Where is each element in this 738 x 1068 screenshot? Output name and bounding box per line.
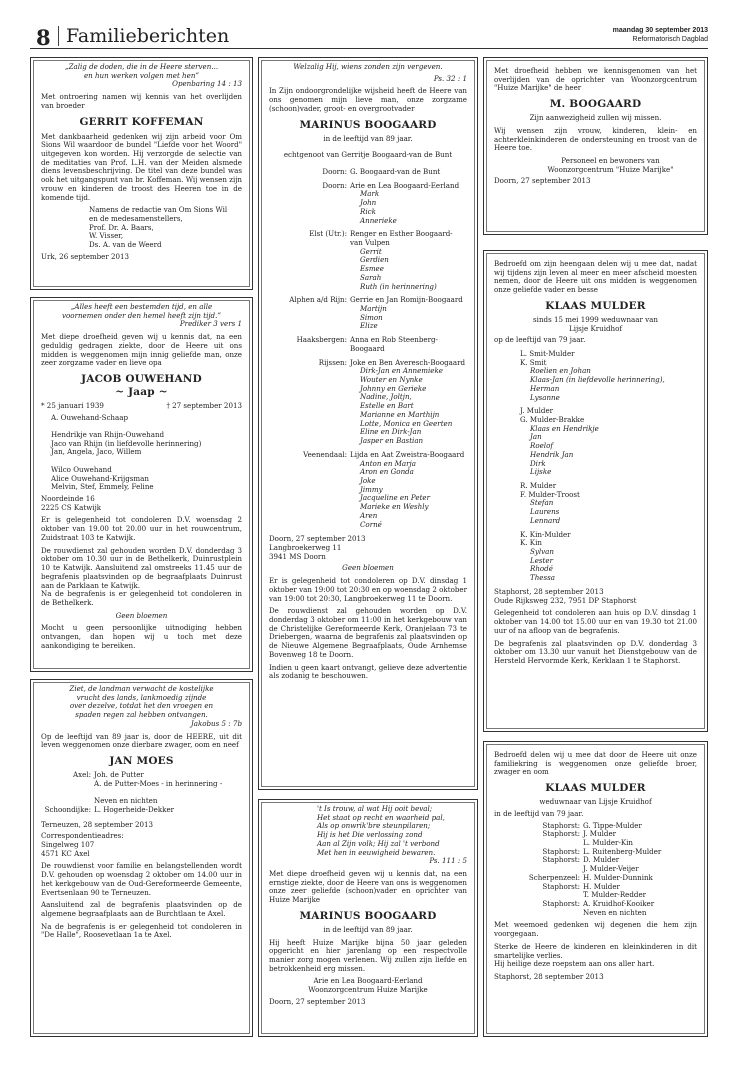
family-parents: R. Mulder F. Mulder-Troost xyxy=(520,481,580,499)
notice-place-date: Urk, 26 september 2013 xyxy=(41,251,130,261)
deceased-name: GERRIT KOFFEMAN xyxy=(79,115,204,128)
grandchildren-list: Dirk-Jan en Annemieke Wouter en Nynke Johnny en Gerieke Nadine, Joltjn, Estelle en Bart Marianne en Marthijn Lotte, Monica en Geerten Eline en Dirk-Jan Jasper en Bastian xyxy=(360,366,453,446)
notice-quote: 't Is trouw, al wat Hij ooit beval; Het staat op recht en waarheid pal, Als op onwrik'bre steunpilaren; Hij is het Die verlossing zond Aan al Zijn volk; Hij zal 't verbond Met hen in eeuwigheid bewaren. xyxy=(317,804,445,857)
notice-klaas-mulder-children xyxy=(483,250,708,732)
condolence-info: Er is gelegenheid tot condoleren op D.V. dinsdag 1 oktober van 19:00 tot 20:30 en op woensdag 2 oktober van 19:00 tot 20:30, Langbroekerweg 11 te Doorn. xyxy=(269,576,467,603)
notice-quote-ref: Openbaring 14 : 13 xyxy=(172,79,242,89)
closing-note: Mocht u geen persoonlijke uitnodiging hebben ontvangen, dan hopen wij u toch met deze aankondiging te bereiken. xyxy=(41,623,242,650)
family-entry xyxy=(350,451,467,529)
family-entry xyxy=(350,182,467,226)
family-place: Staphorst: xyxy=(542,855,580,865)
family-names: H. Mulder T. Mulder-Redder xyxy=(583,881,647,900)
notice-quote: „Alles heeft een bestemden tijd, en alle voornemen onder den hemel heeft zijn tijd.” xyxy=(62,302,221,320)
family-list xyxy=(494,822,697,918)
deceased-subtitle: sinds 15 mei 1999 weduwnaar van Lijsje Kruidhof xyxy=(533,314,658,333)
deceased-age: in de leeftijd van 89 jaar. xyxy=(323,133,413,143)
family-entry xyxy=(350,230,467,291)
family-row xyxy=(269,230,467,291)
family-names: G. Tippe-Mulder xyxy=(583,820,642,830)
family-row xyxy=(494,830,697,847)
grandchildren-list: Anton en Marja Aron en Gonda Joke Jimmy Jacqueline en Peter Marieke en Weshly Aren Corné xyxy=(360,458,431,529)
family-entry xyxy=(350,168,467,177)
family-place: Schoondijke: xyxy=(44,804,91,814)
family-names: Anna en Rob Steenberg- Boogaard xyxy=(350,335,438,353)
notice-quote: „Zalig de doden, die in de Heere sterven... en hun werken volgen met hen” xyxy=(64,62,219,80)
notice-body: Hij heeft Huize Marijke bijna 50 jaar geleden opgericht en hier jarenlang op een respectvolle manier zorg mogen verlenen. Wij zullen zijn liefde en betrokkenheid erg missen. xyxy=(269,937,467,973)
family-parents: L. Smit-Mulder K. Smit xyxy=(520,348,575,367)
family-row xyxy=(41,771,242,806)
funeral-info: De rouwdienst zal gehouden worden op D.V. donderdag 3 oktober om 11:00 in het kerkgebouw van de Christelijke Gereformeerde Kerk, Oranjelaan 73 te Driebergen, waarna de begrafenis zal plaatsvinden op de Nieuwe Algemene Begraafplaats, Oude Arnhemse Bovenweg 18 te Doorn. xyxy=(269,606,467,659)
notice-body: Wij wensen zijn vrouw, kinderen, klein- en achterkleinkinderen de ondersteuning en troost van de Heere toe. xyxy=(494,125,697,153)
notice-intro: Bedroefd om zijn heengaan delen wij u mee dat, nadat wij tijdens zijn leven al meer en meer afscheid moesten nemen, door de Heere uit ons midden is weggenomen onze geliefde vader en besse xyxy=(494,259,697,295)
family-list xyxy=(41,771,242,815)
deceased-name: MARINUS BOOGAARD xyxy=(299,118,437,131)
life-dates xyxy=(41,402,242,411)
home-address: Doorn, 27 september 2013 Langbroekerweg 11 3941 MS Doorn xyxy=(269,534,366,561)
header-divider xyxy=(58,26,59,46)
family-names: Joke en Ben Averesch-Boogaard xyxy=(350,357,466,367)
page-header xyxy=(30,22,708,49)
family-row xyxy=(494,883,697,900)
family-row xyxy=(494,900,697,917)
family-row xyxy=(269,182,467,226)
remembrance-note: Met weemoed gedenken wij degenen die hem zijn voorgegaan. xyxy=(494,920,697,939)
closing-note: Indien u geen kaart ontvangt, gelieve deze advertentie als zodanig te beschouwen. xyxy=(269,662,467,681)
notice-place-date: Doorn, 27 september 2013 xyxy=(494,176,591,186)
notice-moes xyxy=(30,679,253,1037)
notice-m-boogaard xyxy=(483,57,708,235)
correspondence-address: Correspondentieadres: Singelweg 107 4571 KC Axel xyxy=(41,831,124,858)
family-group xyxy=(520,407,697,477)
notice-intro: Met diepe droefheid geven wij u kennis dat, na een geduldig gedragen ziekte, door de Heere uit ons midden is weggenomen mijn innig geliefde man, onze zeer zorgzame vader en lieve opa xyxy=(41,332,242,368)
family-place: Scherpenzeel: xyxy=(528,872,580,882)
family-names: Lijda en Aat Zweistra-Boogaard xyxy=(350,449,465,459)
family-row xyxy=(494,856,697,873)
notice-signoff: Arie en Lea Boogaard-Eerland Woonzorgcentrum Huize Marijke xyxy=(308,976,428,995)
notice-place-date: Doorn, 27 september 2013 xyxy=(269,996,366,1006)
notice-quote-ref: Jakobus 5 : 7b xyxy=(190,718,242,728)
section-title: Familieberichten xyxy=(66,25,230,47)
family-place: Rijssen: xyxy=(318,357,347,367)
family-names: D. Mulder J. Mulder-Veijer xyxy=(583,855,639,874)
notice-marinus-huize xyxy=(258,799,478,1037)
family-names: A. Kruidhof-Kooiker Neven en nichten xyxy=(583,898,655,917)
family-place: Haaksbergen: xyxy=(296,335,347,345)
notice-intro: In Zijn ondoorgrondelijke wijsheid heeft de Heere van ons genomen mijn lieve man, onze zorgzame (schoon)vader, groot- en overgrootvader xyxy=(269,86,467,113)
family-place: Staphorst: xyxy=(542,898,580,908)
blessing-note: Sterke de Heere de kinderen en kleinkinderen in dit smartelijke verlies. Hij heilige deze roepstem aan ons aller hart. xyxy=(494,941,697,969)
notice-line: Zijn aanwezigheid zullen wij missen. xyxy=(529,113,662,123)
family-parents: J. Mulder G. Mulder-Brakke xyxy=(520,406,585,424)
deceased-age: in de leeftijd van 89 jaar. xyxy=(323,924,413,934)
condolence-info: Gelegenheid tot condoleren aan huis op D.V. dinsdag 1 oktober van 14.00 tot 15.00 uur en van 19.30 tot 21.00 uur of na afloop van de begrafenis. xyxy=(494,608,697,635)
notice-quote-ref: Ps. 111 : 5 xyxy=(429,856,467,866)
condolence-info: Na de begrafenis is er gelegenheid tot condoleren in "De Halle", Roosevetlaan 1a te Axel. xyxy=(41,921,242,940)
deceased-name: KLAAS MULDER xyxy=(545,782,646,795)
death-date: † 27 september 2013 xyxy=(166,400,242,410)
deceased-name: KLAAS MULDER xyxy=(545,299,646,312)
family-place: Staphorst: xyxy=(542,846,580,856)
family-place: Staphorst: xyxy=(542,881,580,891)
family-group xyxy=(520,350,697,402)
family-names: G. Boogaard-van de Bunt xyxy=(350,166,441,176)
notice-signoff: Namens de redactie van Om Sions Wil en de medesamenstellers, Prof. Dr. A. Baars, W. Visser, Ds. A. van de Weerd xyxy=(89,205,228,250)
grandchildren-list: Gerrit Gerdien Esmee Sarah Ruth (in herinnering) xyxy=(360,246,437,291)
issue-date: maandag 30 september 2013 xyxy=(612,27,708,34)
notice-marinus-family xyxy=(258,57,478,790)
family-names: Renger en Esther Boogaard- van Vulpen xyxy=(350,229,453,247)
grandchildren-list: Roelien en Johan Klaas-Jan (in liefdevolle herinnering), Herman Lysanne xyxy=(530,366,665,402)
notice-intro: Op de leeftijd van 89 jaar is, door de HEERE, uit dit leven weggenomen onze dierbare zwager, oom en neef xyxy=(41,731,242,750)
family-row xyxy=(41,806,242,815)
notice-body: Met dankbaarheid gedenken wij zijn arbeid voor Om Sions Wil waardoor de bundel "Liefde voor het Woord" uitgegeven kon worden. Hij verzorgde de selectie van de meditaties van Prof. L.H. van der Meiden alsmede diens levensbeschrijving. De titel van deze bundel was ook het uitgangspunt van br. Koffeman. Wij wensen zijn vrouw en kinderen de troost des Heeren toe in de komende tijd. xyxy=(41,131,242,202)
funeral-service-info: De rouwdienst voor familie en belangstellenden wordt D.V. gehouden op woensdag 2 oktober om 14.00 uur in het kerkgebouw van de Oud-Gereformeerde Gemeente, Evertsenlaan 90 te Terneuzen. xyxy=(41,861,242,897)
flowers-note: Geen bloemen xyxy=(342,563,394,573)
notice-klaas-mulder-siblings xyxy=(483,741,708,1037)
burial-info: Aansluitend zal de begrafenis plaatsvinden op de algemene begraafplaats aan de Burchtlaan te Axel. xyxy=(41,900,242,918)
family-names: H. Mulder-Dunnink xyxy=(583,872,653,882)
family-place: Doorn: xyxy=(322,180,347,190)
family-place: Axel: xyxy=(73,769,91,779)
notice-intro: Met droefheid hebben we kennisgenomen van het overlijden van de oprichter van Woonzorgcentrum "Huize Marijke" de heer xyxy=(494,66,697,93)
notice-quote-ref: Prediker 3 vers 1 xyxy=(179,319,242,329)
page-number: 8 xyxy=(36,25,51,50)
family-names: Gerrie en Jan Romijn-Boogaard xyxy=(350,295,463,305)
family-parents: K. Kin-Mulder K. Kin xyxy=(520,529,571,548)
grandchildren-list: Klaas en Hendrikje Jan Roelof Hendrik Jan Dirk Lijske xyxy=(530,423,599,477)
condolence-info: Er is gelegenheid tot condoleren D.V. woensdag 2 oktober van 19.00 tot 20.00 uur in het rouwcentrum, Zuidstraat 103 te Katwijk. xyxy=(41,515,242,542)
deceased-name: JACOB OUWEHAND ~ Jaap ~ xyxy=(81,373,202,398)
family-names: J. Mulder L. Mulder-Kin xyxy=(583,829,633,847)
family-names: Joh. de Putter A. de Putter-Moes - in herinnering - Neven en nichten xyxy=(94,769,223,806)
family-names: L. Hogerheide-Dekker xyxy=(94,804,175,814)
spouse-line: echtgenoot van Gerritje Boogaard-van de Bunt xyxy=(283,150,453,160)
family-list xyxy=(269,168,467,529)
family-names: Arie en Lea Boogaard-Eerland xyxy=(350,180,460,190)
family-place: Staphorst: xyxy=(542,829,580,839)
deceased-age: in de leeftijd van 79 jaar. xyxy=(494,808,584,818)
grandchildren-list: Martijn Simon Elize xyxy=(360,304,387,331)
notice-intro: Bedroefd delen wij u mee dat door de Heere uit onze familiekring is weggenomen onze geliefde broer, zwager en oom xyxy=(494,750,697,777)
notice-quote-ref: Ps. 32 : 1 xyxy=(433,73,467,83)
family-row xyxy=(269,168,467,177)
funeral-info: De begrafenis zal plaatsvinden op D.V. donderdag 3 oktober om 13.30 uur vanuit het Dienstgebouw van de Hersteld Hervormde Kerk, Kerklaan 1 te Staphorst. xyxy=(494,638,697,665)
family-place: Doorn: xyxy=(322,166,347,176)
family-place: Elst (Utr.): xyxy=(309,229,347,239)
notice-place-date: Terneuzen, 28 september 2013 xyxy=(41,819,153,829)
deceased-name: MARINUS BOOGAARD xyxy=(299,909,437,922)
funeral-info: De rouwdienst zal gehouden worden D.V. donderdag 3 oktober om 10.30 uur in de Bethelkerk, Duinrustplein 10 te Katwijk. Aansluitend zal omstreeks 11.45 uur de begrafenis plaatsvinden op de begraafplaats Duinrust aan de Parklaan te Katwijk. Na de begrafenis is er gelegenheid tot condoleren in de Bethelkerk. xyxy=(41,545,242,607)
notice-signoff: Personeel en bewoners van Woonzorgcentrum "Huize Marijke" xyxy=(547,155,674,174)
newspaper-name: Reformatorisch Dagblad xyxy=(632,36,708,43)
deceased-name: JAN MOES xyxy=(109,755,174,768)
family-entry xyxy=(350,359,467,446)
notice-intro: Met ontroering namen wij kennis van het overlijden van broeder xyxy=(41,92,242,110)
family-group xyxy=(520,531,697,583)
notice-ouwehand xyxy=(30,297,253,672)
family-place: Veenendaal: xyxy=(303,449,347,459)
family-row xyxy=(269,296,467,331)
birth-date: * 25 januari 1939 xyxy=(41,400,104,410)
notice-quote: Welzalig Hij, wiens zonden zijn vergeven. xyxy=(293,62,443,71)
family-group xyxy=(520,482,697,526)
family-list: A. Ouwehand-Schaap Hendrikje van Rhijn-Ouwehand Jaco van Rhijn (in liefdevolle herinnering) Jan, Angela, Jaco, Willem Wilco Ouwehand Alice Ouwehand-Krijgsman Melvin, Stef, Emmely, Feline xyxy=(51,412,202,492)
family-row xyxy=(269,451,467,529)
family-row xyxy=(269,359,467,446)
family-names: L. Ruitenberg-Mulder xyxy=(583,846,662,856)
grandchildren-list: Mark John Rick Annerieke xyxy=(360,189,397,225)
home-address: Noordeinde 16 2225 CS Katwijk xyxy=(41,494,102,512)
family-row xyxy=(269,336,467,353)
deceased-name: M. BOOGAARD xyxy=(549,98,642,111)
notice-quote: Ziet, de landman verwacht de kostelijke vrucht des lands, lankmoedig zijnde over dezelve, totdat het den vroegen en spaden regen zal hebben ontvangen. xyxy=(69,684,214,720)
notice-intro: Met diepe droefheid geven wij u kennis dat, na een ernstige ziekte, door de Heere van ons is weggenomen onze zeer geliefde (schoon)vader en oprichter van Huize Marijke xyxy=(269,869,467,905)
grandchildren-list: Sylvan Lester Rhodé Thessa xyxy=(530,547,556,583)
deceased-subtitle: weduwnaar van Lijsje Kruidhof xyxy=(539,797,652,807)
flowers-note: Geen bloemen xyxy=(115,610,168,620)
family-list xyxy=(520,350,697,583)
deceased-age: op de leeftijd van 79 jaar. xyxy=(494,335,586,345)
notice-place-date: Staphorst, 28 september 2013 xyxy=(494,972,604,981)
notice-koffeman xyxy=(30,57,253,290)
family-place: Staphorst: xyxy=(542,820,580,830)
home-address: Staphorst, 28 september 2013 Oude Rijksweg 232, 7951 DP Staphorst xyxy=(494,586,637,605)
grandchildren-list: Stefan Laurens Lennard xyxy=(530,498,561,525)
family-entry xyxy=(350,296,467,331)
family-place: Alphen a/d Rijn: xyxy=(289,295,347,305)
family-entry xyxy=(350,336,467,353)
